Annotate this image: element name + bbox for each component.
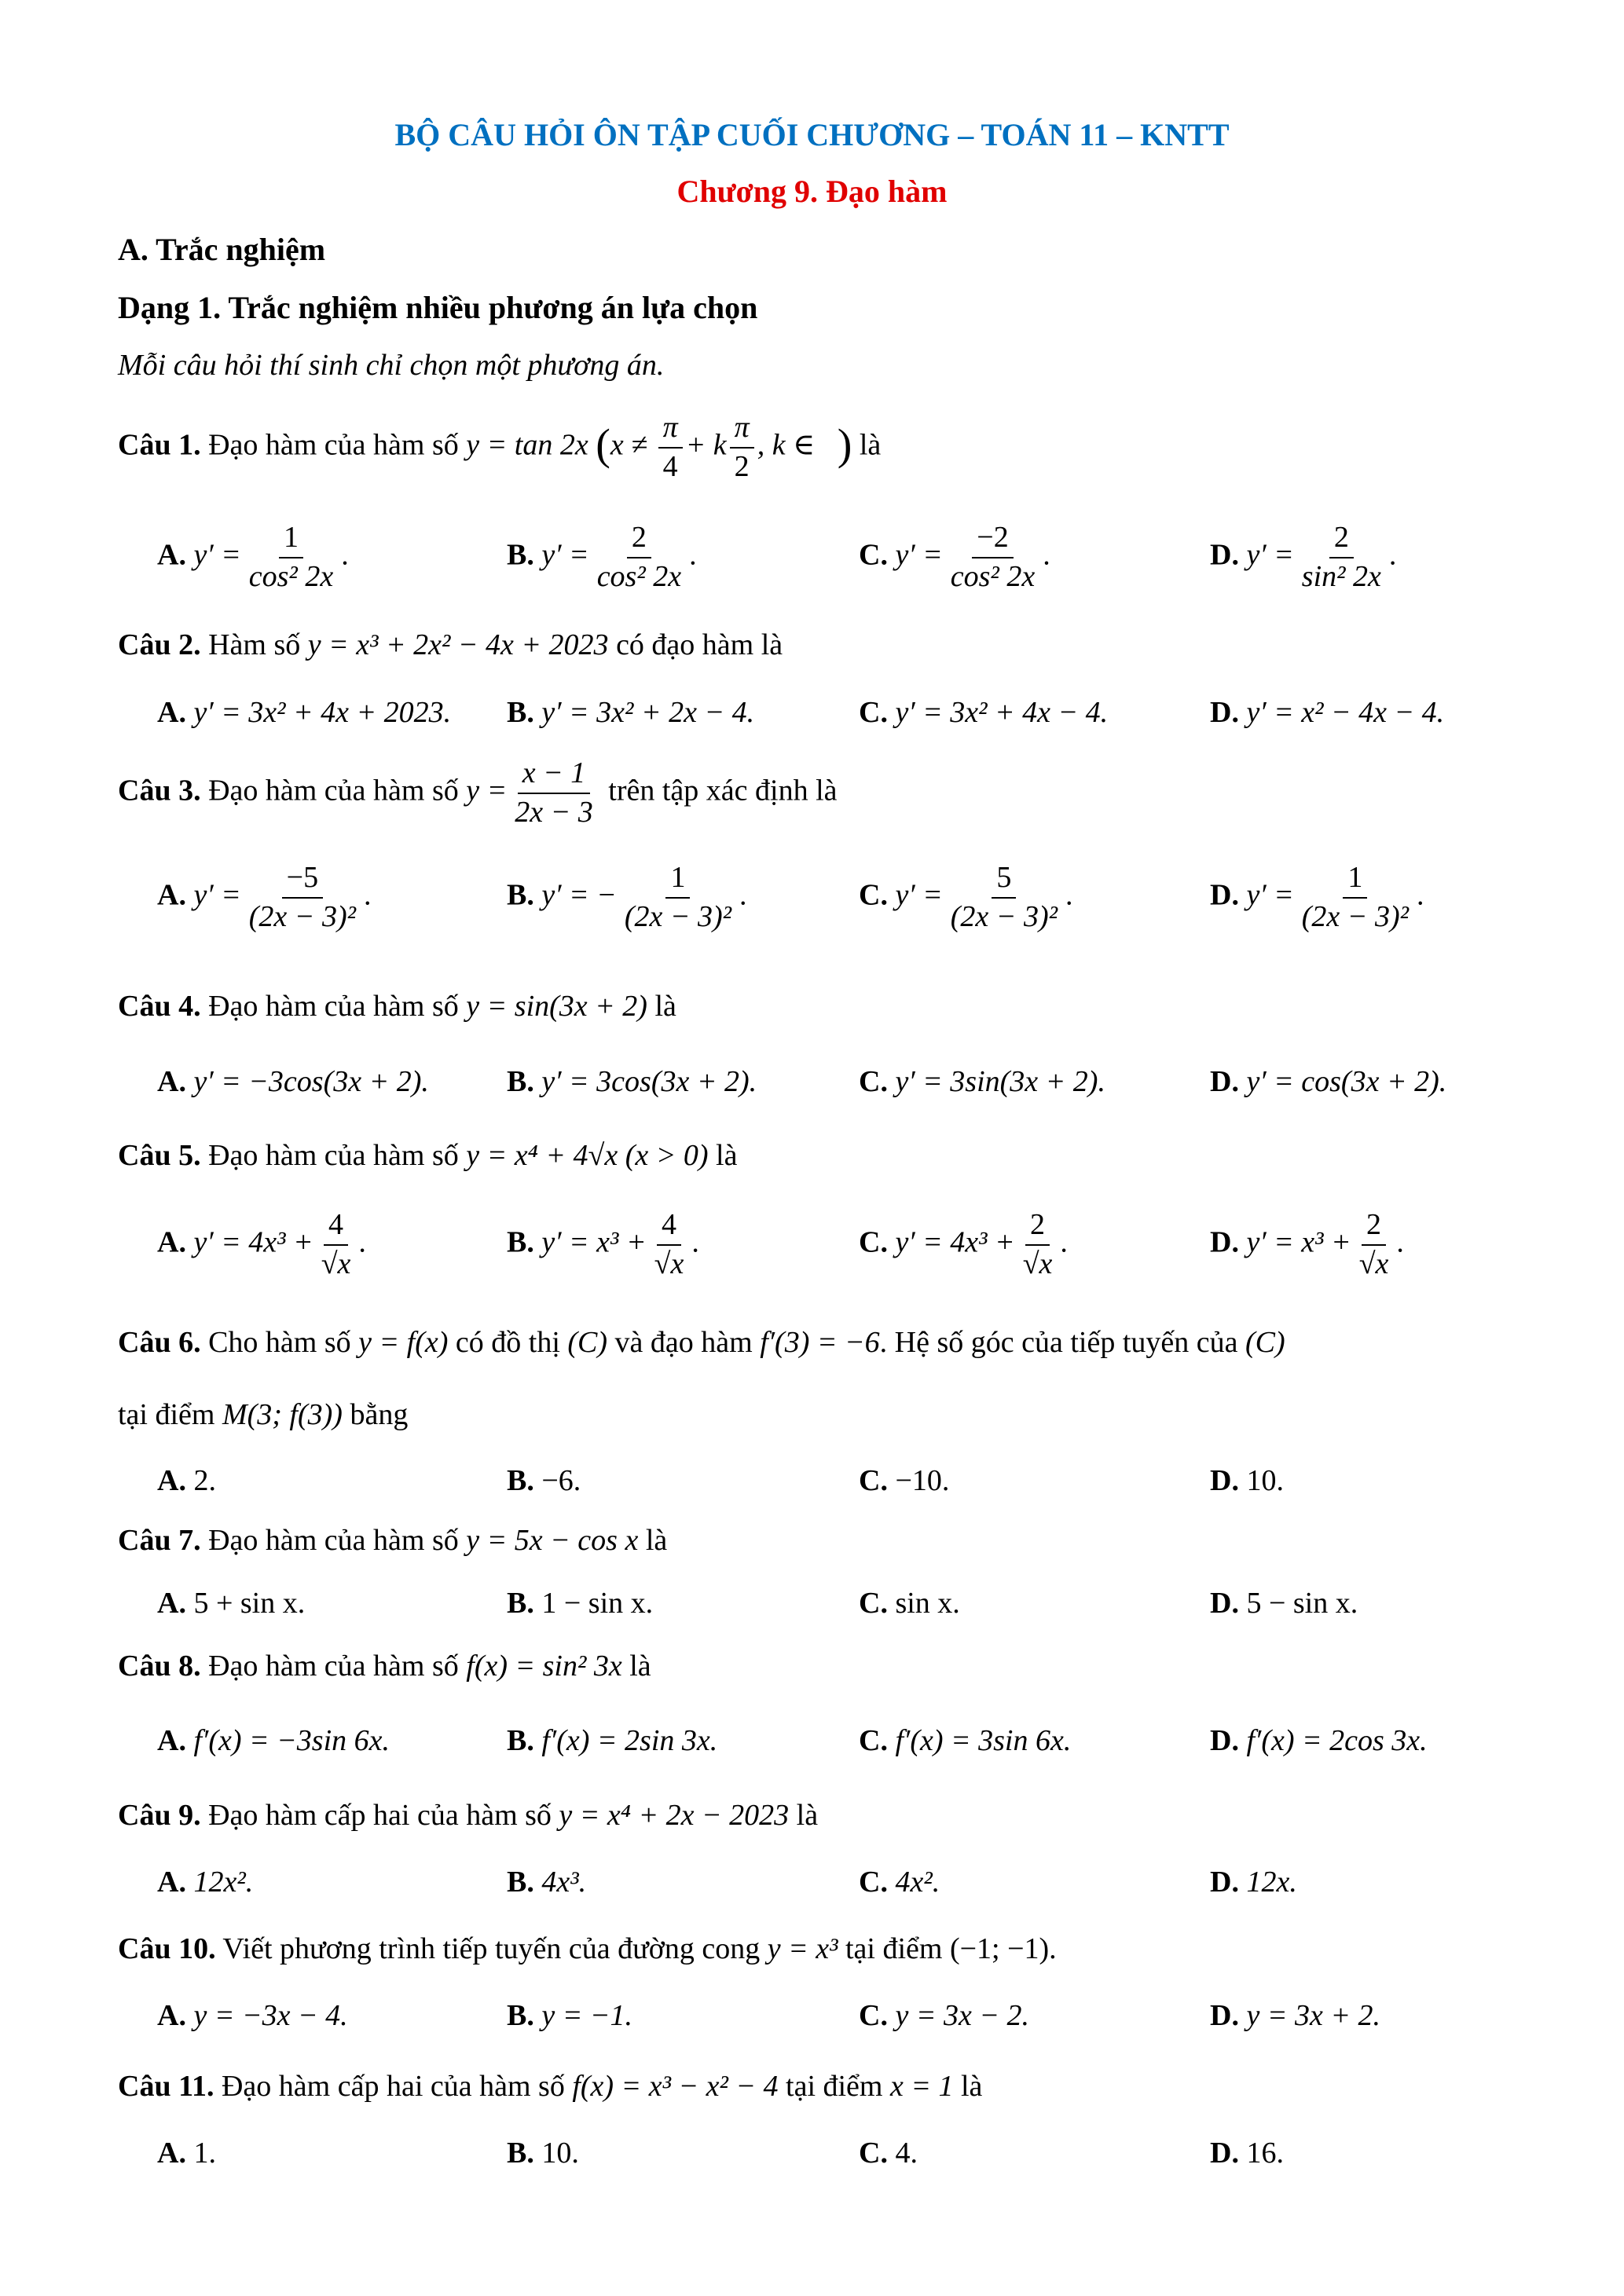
option-value: y′ = −3cos(3x + 2). <box>193 1065 429 1098</box>
option-d[interactable] <box>1210 862 1424 933</box>
fraction-denominator: √x <box>1022 1247 1053 1280</box>
fraction-denominator: (2x − 3)² <box>624 899 732 933</box>
option-label: A. <box>157 1587 186 1620</box>
option-prefix: y′ = <box>1246 538 1294 572</box>
question-expression-4: (C) <box>1245 1326 1285 1359</box>
condition-suffix: , k ∈ <box>757 428 816 462</box>
question-expression: f(x) = sin² 3x <box>466 1650 622 1683</box>
option-b[interactable] <box>507 1067 757 1097</box>
fraction-denominator: (2x − 3)² <box>1301 899 1409 933</box>
fraction-denominator: (2x − 3)² <box>248 899 356 933</box>
option-prefix: y′ = <box>895 878 943 912</box>
option-label: A. <box>157 1225 186 1259</box>
option-d[interactable] <box>1210 522 1396 593</box>
question-label: Câu 11. <box>118 2070 214 2103</box>
option-label: D. <box>1210 1587 1239 1620</box>
option-d[interactable] <box>1210 698 1444 727</box>
question-expression: y = f(x) <box>358 1326 449 1359</box>
option-value: y′ = 3cos(3x + 2). <box>541 1065 757 1098</box>
question-3 <box>118 758 838 829</box>
option-c[interactable] <box>859 698 1108 727</box>
question-text-3: và đạo hàm <box>614 1326 753 1359</box>
question-expression: y = sin(3x + 2) <box>466 990 647 1023</box>
fraction-denominator: 2 <box>734 449 750 483</box>
option-value: f′(x) = 2sin 3x. <box>541 1724 718 1757</box>
option-label: C. <box>859 878 888 912</box>
question-expression-3: f′(3) = −6 <box>760 1326 880 1359</box>
question-label: Câu 10. <box>118 1932 216 1965</box>
option-prefix: y′ = <box>193 538 241 572</box>
question-text: Đạo hàm của hàm số <box>208 990 459 1023</box>
option-value: 1. <box>193 2137 216 2170</box>
option-prefix: y′ = x³ + <box>1246 1225 1351 1259</box>
option-a[interactable] <box>157 2138 216 2168</box>
option-label: D. <box>1210 1464 1239 1497</box>
option-label: B. <box>507 878 534 912</box>
fraction-numerator: 1 <box>1343 862 1367 899</box>
question-tail: là <box>859 428 882 462</box>
question-5 <box>118 1141 737 1170</box>
option-fraction <box>244 522 338 593</box>
question-label: Câu 9. <box>118 1799 201 1832</box>
question-expression: y = x⁴ + 2x − 2023 <box>559 1799 790 1832</box>
question-tail: là <box>654 990 676 1023</box>
option-value: 2. <box>193 1464 216 1497</box>
option-d[interactable] <box>1210 1588 1358 1618</box>
question-fraction <box>510 758 598 829</box>
question-text: tại điểm <box>118 1398 215 1431</box>
question-6-line-2 <box>118 1400 408 1430</box>
question-tail: tại điểm (−1; −1). <box>845 1932 1057 1965</box>
option-label: B. <box>507 1999 534 2032</box>
fraction-denominator: cos² 2x <box>248 559 334 593</box>
question-text: Đạo hàm của hàm số <box>208 774 459 807</box>
option-suffix: . <box>1388 538 1397 572</box>
option-value: 16. <box>1246 2137 1284 2170</box>
question-label: Câu 2. <box>118 628 201 661</box>
option-label: D. <box>1210 696 1239 729</box>
fraction-numerator: 1 <box>279 522 303 558</box>
question-1 <box>118 412 881 483</box>
option-value: y = 3x + 2. <box>1246 1999 1380 2032</box>
chapter-title: Chương 9. Đạo hàm <box>676 174 948 209</box>
question-tail: là <box>716 1139 738 1172</box>
option-fraction <box>1297 522 1386 593</box>
question-label: Câu 8. <box>118 1650 201 1683</box>
option-prefix: y′ = <box>895 538 943 572</box>
option-d[interactable] <box>1210 1867 1297 1897</box>
option-label: B. <box>507 538 534 572</box>
option-c[interactable] <box>859 522 1050 593</box>
option-d[interactable] <box>1210 1210 1404 1280</box>
option-b[interactable] <box>507 1210 699 1280</box>
option-fraction <box>1297 862 1413 933</box>
option-suffix: . <box>341 538 349 572</box>
option-label: C. <box>859 1999 888 2032</box>
option-label: C. <box>859 1464 888 1497</box>
option-value: y = 3x − 2. <box>895 1999 1029 2032</box>
option-label: A. <box>157 538 186 572</box>
question-text: Đạo hàm cấp hai của hàm số <box>208 1799 552 1832</box>
option-b[interactable] <box>507 1867 586 1897</box>
option-fraction <box>1355 1210 1394 1280</box>
question-expression-2: (C) <box>567 1326 608 1359</box>
option-label: C. <box>859 1225 888 1259</box>
question-7 <box>118 1525 667 1555</box>
option-label: B. <box>507 1866 534 1899</box>
option-b[interactable] <box>507 1466 581 1496</box>
question-text: Đạo hàm của hàm số <box>208 1139 459 1172</box>
option-label: B. <box>507 2137 534 2170</box>
fraction-denominator: sin² 2x <box>1301 559 1381 593</box>
option-label: A. <box>157 1065 186 1098</box>
paren-open: ( <box>596 420 610 470</box>
question-expression: f(x) = x³ − x² − 4 <box>572 2070 779 2103</box>
option-label: A. <box>157 878 186 912</box>
paren-close: ) <box>837 420 852 470</box>
option-prefix: y′ = <box>541 538 589 572</box>
question-label: Câu 6. <box>118 1326 201 1359</box>
option-c[interactable] <box>859 1067 1105 1097</box>
option-value: 10. <box>541 2137 579 2170</box>
option-b[interactable] <box>507 2138 579 2168</box>
option-c[interactable] <box>859 2138 918 2168</box>
option-d[interactable] <box>1210 1726 1428 1756</box>
question-4 <box>118 991 676 1021</box>
option-value: y′ = 3x² + 2x − 4. <box>541 696 755 729</box>
option-suffix: . <box>1043 538 1050 572</box>
option-label: D. <box>1210 1999 1239 2032</box>
question-text: Đạo hàm của hàm số <box>208 1524 459 1557</box>
question-tail: có đạo hàm là <box>616 628 783 661</box>
option-prefix: y′ = 4x³ + <box>895 1225 1015 1259</box>
option-suffix: . <box>689 538 697 572</box>
fraction-numerator: π <box>730 412 754 449</box>
option-value: 5 + sin x. <box>193 1587 306 1620</box>
option-fraction <box>317 1210 356 1280</box>
option-value: 5 − sin x. <box>1246 1587 1358 1620</box>
question-label: Câu 4. <box>118 990 201 1023</box>
question-expression-2: x = 1 <box>889 2070 954 2103</box>
option-prefix: y′ = − <box>541 878 617 912</box>
question-expression: y = x⁴ + 4√x (x > 0) <box>466 1139 709 1172</box>
question-9 <box>118 1800 818 1830</box>
option-a[interactable] <box>157 2001 348 2031</box>
option-b[interactable] <box>507 2001 632 2031</box>
option-value: y′ = x² − 4x − 4. <box>1246 696 1445 729</box>
option-suffix: . <box>1060 1225 1068 1259</box>
fraction-numerator: 1 <box>665 862 690 899</box>
option-a[interactable] <box>157 1588 305 1618</box>
fraction-denominator: cos² 2x <box>596 559 682 593</box>
fraction-denominator: 4 <box>662 449 678 483</box>
option-b[interactable] <box>507 522 697 593</box>
question-expression: y = x³ <box>767 1932 838 1965</box>
option-label: A. <box>157 2137 186 2170</box>
option-a[interactable] <box>157 698 451 727</box>
fraction-denominator: √x <box>654 1247 684 1280</box>
section-subheading: Dạng 1. Trắc nghiệm nhiều phương án lựa chọn <box>118 290 758 325</box>
option-d[interactable] <box>1210 2001 1380 2031</box>
option-c[interactable] <box>859 1726 1071 1756</box>
question-11 <box>118 2071 982 2101</box>
fraction-pi-4 <box>658 412 683 483</box>
option-d[interactable] <box>1210 2138 1284 2168</box>
question-text: Đạo hàm cấp hai của hàm số <box>221 2070 565 2103</box>
fraction-numerator: 2 <box>1329 522 1354 558</box>
fraction-denominator: 2x − 3 <box>515 795 593 829</box>
option-a[interactable] <box>157 1466 216 1496</box>
option-d[interactable] <box>1210 1466 1284 1496</box>
condition-plus-k: + k <box>685 428 727 462</box>
option-c[interactable] <box>859 1588 960 1618</box>
question-label: Câu 5. <box>118 1139 201 1172</box>
fraction-numerator: 2 <box>1025 1210 1050 1246</box>
option-value: 10. <box>1246 1464 1284 1497</box>
option-value: f′(x) = −3sin 6x. <box>193 1724 390 1757</box>
option-value: y′ = 3x² + 4x − 4. <box>895 696 1109 729</box>
option-c[interactable] <box>859 862 1073 933</box>
option-value: y = −1. <box>541 1999 633 2032</box>
option-c[interactable] <box>859 1466 949 1496</box>
option-b[interactable] <box>507 862 747 933</box>
option-a[interactable] <box>157 1210 366 1280</box>
question-text: Hàm số <box>208 628 301 661</box>
option-value: f′(x) = 3sin 6x. <box>895 1724 1072 1757</box>
question-label: Câu 1. <box>118 428 201 462</box>
option-label: D. <box>1210 1724 1239 1757</box>
question-label: Câu 3. <box>118 774 201 807</box>
question-tail: là <box>796 1799 819 1832</box>
option-a[interactable] <box>157 862 372 933</box>
option-fraction <box>650 1210 689 1280</box>
fraction-numerator: π <box>658 412 683 449</box>
option-fraction <box>946 522 1039 593</box>
option-c[interactable] <box>859 1210 1068 1280</box>
option-value: y′ = cos(3x + 2). <box>1246 1065 1447 1098</box>
option-c[interactable] <box>859 1867 940 1897</box>
option-label: D. <box>1210 2137 1239 2170</box>
option-value: 4x³. <box>541 1866 587 1899</box>
question-prefix: y = <box>466 774 508 807</box>
option-suffix: . <box>358 1225 366 1259</box>
option-label: C. <box>859 1587 888 1620</box>
fraction-pi-2 <box>730 412 754 483</box>
question-text: Đạo hàm của hàm số <box>208 1650 459 1683</box>
fraction-denominator: √x <box>321 1247 351 1280</box>
option-a[interactable] <box>157 1867 253 1897</box>
option-fraction <box>946 862 1062 933</box>
option-label: A. <box>157 1464 186 1497</box>
option-label: B. <box>507 1724 534 1757</box>
question-tail: là <box>645 1524 668 1557</box>
option-prefix: y′ = <box>193 878 241 912</box>
option-c[interactable] <box>859 2001 1029 2031</box>
question-text-2: tại điểm <box>786 2070 883 2103</box>
option-label: C. <box>859 1065 888 1098</box>
question-expression: y = 5x − cos x <box>466 1524 639 1557</box>
option-label: D. <box>1210 538 1239 572</box>
option-fraction <box>244 862 361 933</box>
fraction-denominator: (2x − 3)² <box>950 899 1058 933</box>
question-text-2: có đồ thị <box>455 1326 560 1359</box>
option-value: y′ = 3x² + 4x + 2023. <box>193 696 452 729</box>
option-fraction <box>592 522 686 593</box>
option-suffix: . <box>739 878 747 912</box>
question-8 <box>118 1651 651 1681</box>
question-text-4: . Hệ số góc của tiếp tuyến của <box>879 1326 1238 1359</box>
instruction-text: Mỗi câu hỏi thí sinh chỉ chọn một phương án. <box>118 349 665 382</box>
option-prefix: y′ = 4x³ + <box>193 1225 313 1259</box>
option-value: y = −3x − 4. <box>193 1999 348 2032</box>
option-label: D. <box>1210 1225 1239 1259</box>
option-label: C. <box>859 2137 888 2170</box>
option-value: 12x. <box>1246 1866 1297 1899</box>
option-suffix: . <box>1065 878 1073 912</box>
fraction-denominator: cos² 2x <box>950 559 1036 593</box>
fraction-denominator: √x <box>1358 1247 1389 1280</box>
document-title: BỘ CÂU HỎI ÔN TẬP CUỐI CHƯƠNG – TOÁN 11 – KNTT <box>394 117 1230 152</box>
question-tail: bằng <box>350 1398 409 1431</box>
option-label: B. <box>507 1065 534 1098</box>
question-expression: y = tan 2x <box>466 428 588 462</box>
question-expression: M(3; f(3)) <box>222 1398 343 1431</box>
option-label: C. <box>859 696 888 729</box>
fraction-numerator: −5 <box>282 862 323 899</box>
question-tail: là <box>961 2070 983 2103</box>
option-prefix: y′ = <box>1246 878 1294 912</box>
option-label: B. <box>507 1587 534 1620</box>
section-heading: A. Trắc nghiệm <box>118 232 326 267</box>
option-suffix: . <box>1396 1225 1404 1259</box>
option-label: A. <box>157 1999 186 2032</box>
option-value: 1 − sin x. <box>541 1587 654 1620</box>
option-value: 4x². <box>895 1866 940 1899</box>
fraction-numerator: 2 <box>1362 1210 1386 1246</box>
option-value: −10. <box>895 1464 950 1497</box>
option-value: 4. <box>895 2137 918 2170</box>
option-fraction <box>1018 1210 1058 1280</box>
option-label: B. <box>507 1464 534 1497</box>
fraction-numerator: 4 <box>657 1210 681 1246</box>
option-b[interactable] <box>507 1726 717 1756</box>
option-label: C. <box>859 1866 888 1899</box>
fraction-numerator: 5 <box>992 862 1016 899</box>
condition-prefix: x ≠ <box>610 428 648 462</box>
option-value: sin x. <box>895 1587 960 1620</box>
fraction-numerator: 2 <box>627 522 651 558</box>
option-label: D. <box>1210 878 1239 912</box>
option-fraction <box>620 862 736 933</box>
option-label: D. <box>1210 1866 1239 1899</box>
option-value: y′ = 3sin(3x + 2). <box>895 1065 1105 1098</box>
option-b[interactable] <box>507 698 754 727</box>
option-label: A. <box>157 1866 186 1899</box>
question-label: Câu 7. <box>118 1524 201 1557</box>
option-value: f′(x) = 2cos 3x. <box>1246 1724 1428 1757</box>
option-label: D. <box>1210 1065 1239 1098</box>
option-label: A. <box>157 1724 186 1757</box>
option-b[interactable] <box>507 1588 653 1618</box>
fraction-numerator: 4 <box>324 1210 348 1246</box>
question-text: Đạo hàm của hàm số <box>208 428 459 462</box>
option-label: B. <box>507 1225 534 1259</box>
question-10 <box>118 1934 1057 1964</box>
option-d[interactable] <box>1210 1067 1446 1097</box>
option-value: 12x². <box>193 1866 254 1899</box>
question-text: Viết phương trình tiếp tuyến của đường cong <box>222 1932 761 1965</box>
option-a[interactable] <box>157 1726 390 1756</box>
question-expression: y = x³ + 2x² − 4x + 2023 <box>307 628 609 661</box>
option-label: C. <box>859 538 888 572</box>
option-suffix: . <box>364 878 372 912</box>
question-tail: là <box>629 1650 651 1683</box>
option-suffix: . <box>1417 878 1424 912</box>
option-a[interactable] <box>157 522 349 593</box>
option-label: C. <box>859 1724 888 1757</box>
option-label: A. <box>157 696 186 729</box>
option-suffix: . <box>691 1225 699 1259</box>
option-value: −6. <box>541 1464 581 1497</box>
option-a[interactable] <box>157 1067 429 1097</box>
question-text: Cho hàm số <box>208 1326 351 1359</box>
fraction-numerator: −2 <box>972 522 1013 558</box>
option-label: B. <box>507 696 534 729</box>
question-tail: trên tập xác định là <box>608 774 838 807</box>
option-prefix: y′ = x³ + <box>541 1225 647 1259</box>
question-2 <box>118 630 783 660</box>
question-6 <box>118 1327 1285 1357</box>
fraction-numerator: x − 1 <box>518 758 591 794</box>
